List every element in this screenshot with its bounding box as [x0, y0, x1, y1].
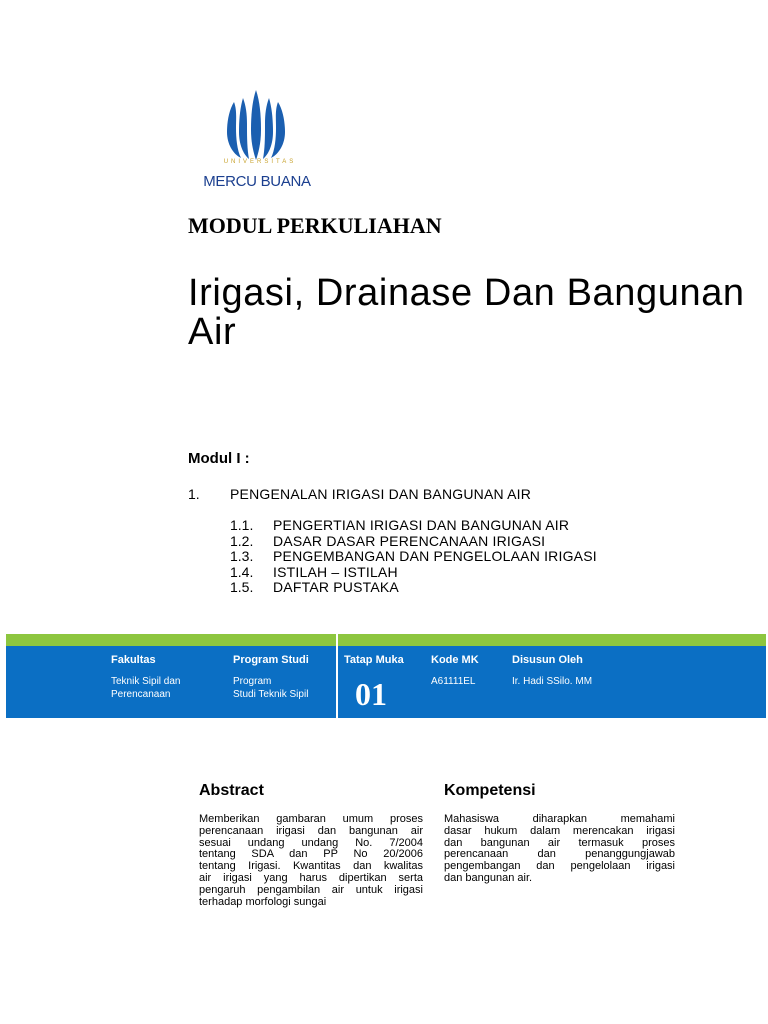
kompetensi-line: Mahasiswa diharapkan memahami: [444, 813, 675, 825]
tatap-muka-label: Tatap Muka: [344, 654, 404, 666]
disusun-oleh-value: Ir. Hadi SSilo. MM: [512, 676, 593, 687]
modul-perkuliahan-heading: MODUL PERKULIAHAN: [188, 213, 442, 238]
program-studi-line: Studi Teknik Sipil: [233, 689, 309, 700]
logo-university-name: MERCU BUANA: [203, 173, 311, 190]
kompetensi-line: perencanaan dan penanggungjawab: [444, 848, 675, 861]
kompetensi-line: dasar hukum dalam merencakan irigasi: [444, 824, 675, 837]
logo-emblem-icon: [187, 88, 325, 160]
abstract-line: tentang SDA dan PP No 20/2006: [199, 848, 423, 861]
subtopic-title: DASAR DASAR PERENCANAAN IRIGASI: [273, 532, 546, 549]
abstract-line: tentang Irigasi. Kwantitas dan kwalitas: [199, 860, 423, 873]
logo-small-text: UNIVERSITAS: [223, 159, 297, 165]
subtopic-number: 1.1.: [230, 517, 254, 533]
abstract-line: terhadap morfologi sungai: [199, 895, 327, 908]
disusun-oleh-label: Disusun Oleh: [512, 654, 583, 666]
kompetensi-line: pengembangan dan pengelolaan irigasi: [444, 860, 675, 873]
modul-label: Modul I :: [188, 450, 250, 467]
subtopic-number: 1.2.: [230, 532, 254, 549]
subtopic-number: 1.5.: [230, 579, 254, 595]
subtopic-title: PENGERTIAN IRIGASI DAN BANGUNAN AIR: [273, 517, 570, 533]
abstract-heading: Abstract: [199, 782, 264, 799]
subtopic-number: 1.4.: [230, 563, 254, 580]
subtopic-title: ISTILAH – ISTILAH: [273, 563, 398, 580]
program-studi-label: Program Studi: [233, 654, 309, 666]
fakultas-line: Teknik Sipil dan: [111, 676, 181, 687]
kode-mk-label: Kode MK: [431, 654, 479, 666]
subtopic-title: DAFTAR PUSTAKA: [273, 579, 399, 595]
info-band-divider: [336, 634, 338, 718]
kode-mk-value: A61111EL: [431, 676, 476, 687]
kompetensi-line: dan bangunan air.: [444, 871, 533, 884]
abstract-line: perencanaan irigasi dan bangunan air: [199, 824, 423, 837]
topic-number: 1.: [188, 486, 200, 502]
abstract-line: pengaruh pengambilan air untuk irigasi: [199, 883, 423, 896]
abstract-line: Memberikan gambaran umum proses: [199, 813, 423, 825]
tatap-muka-value: 01: [355, 676, 387, 712]
program-studi-value: [233, 675, 308, 701]
subtopic-title: PENGEMBANGAN DAN PENGELOLAAN IRIGASI: [273, 548, 597, 564]
abstract-line: sesuai undang undang No. 7/2004: [199, 836, 423, 849]
kompetensi-line: dan bangunan air termasuk proses: [444, 836, 675, 849]
abstract-line: air irigasi yang harus dipertikan serta: [199, 871, 423, 884]
fakultas-line: Perencanaan: [111, 689, 171, 700]
abstract-body: [199, 814, 423, 908]
program-studi-line: Program: [233, 676, 272, 687]
subtopic-number: 1.3.: [230, 548, 254, 564]
kompetensi-body: [444, 814, 675, 885]
kompetensi-heading: Kompetensi: [444, 782, 536, 799]
course-title: Irigasi, Drainase Dan Bangunan Air: [188, 272, 745, 353]
info-band-green-stripe: [6, 634, 766, 646]
topic-title: PENGENALAN IRIGASI DAN BANGUNAN AIR: [230, 486, 532, 502]
fakultas-label: Fakultas: [111, 654, 156, 666]
university-logo: [187, 88, 325, 196]
fakultas-value: [111, 675, 180, 701]
